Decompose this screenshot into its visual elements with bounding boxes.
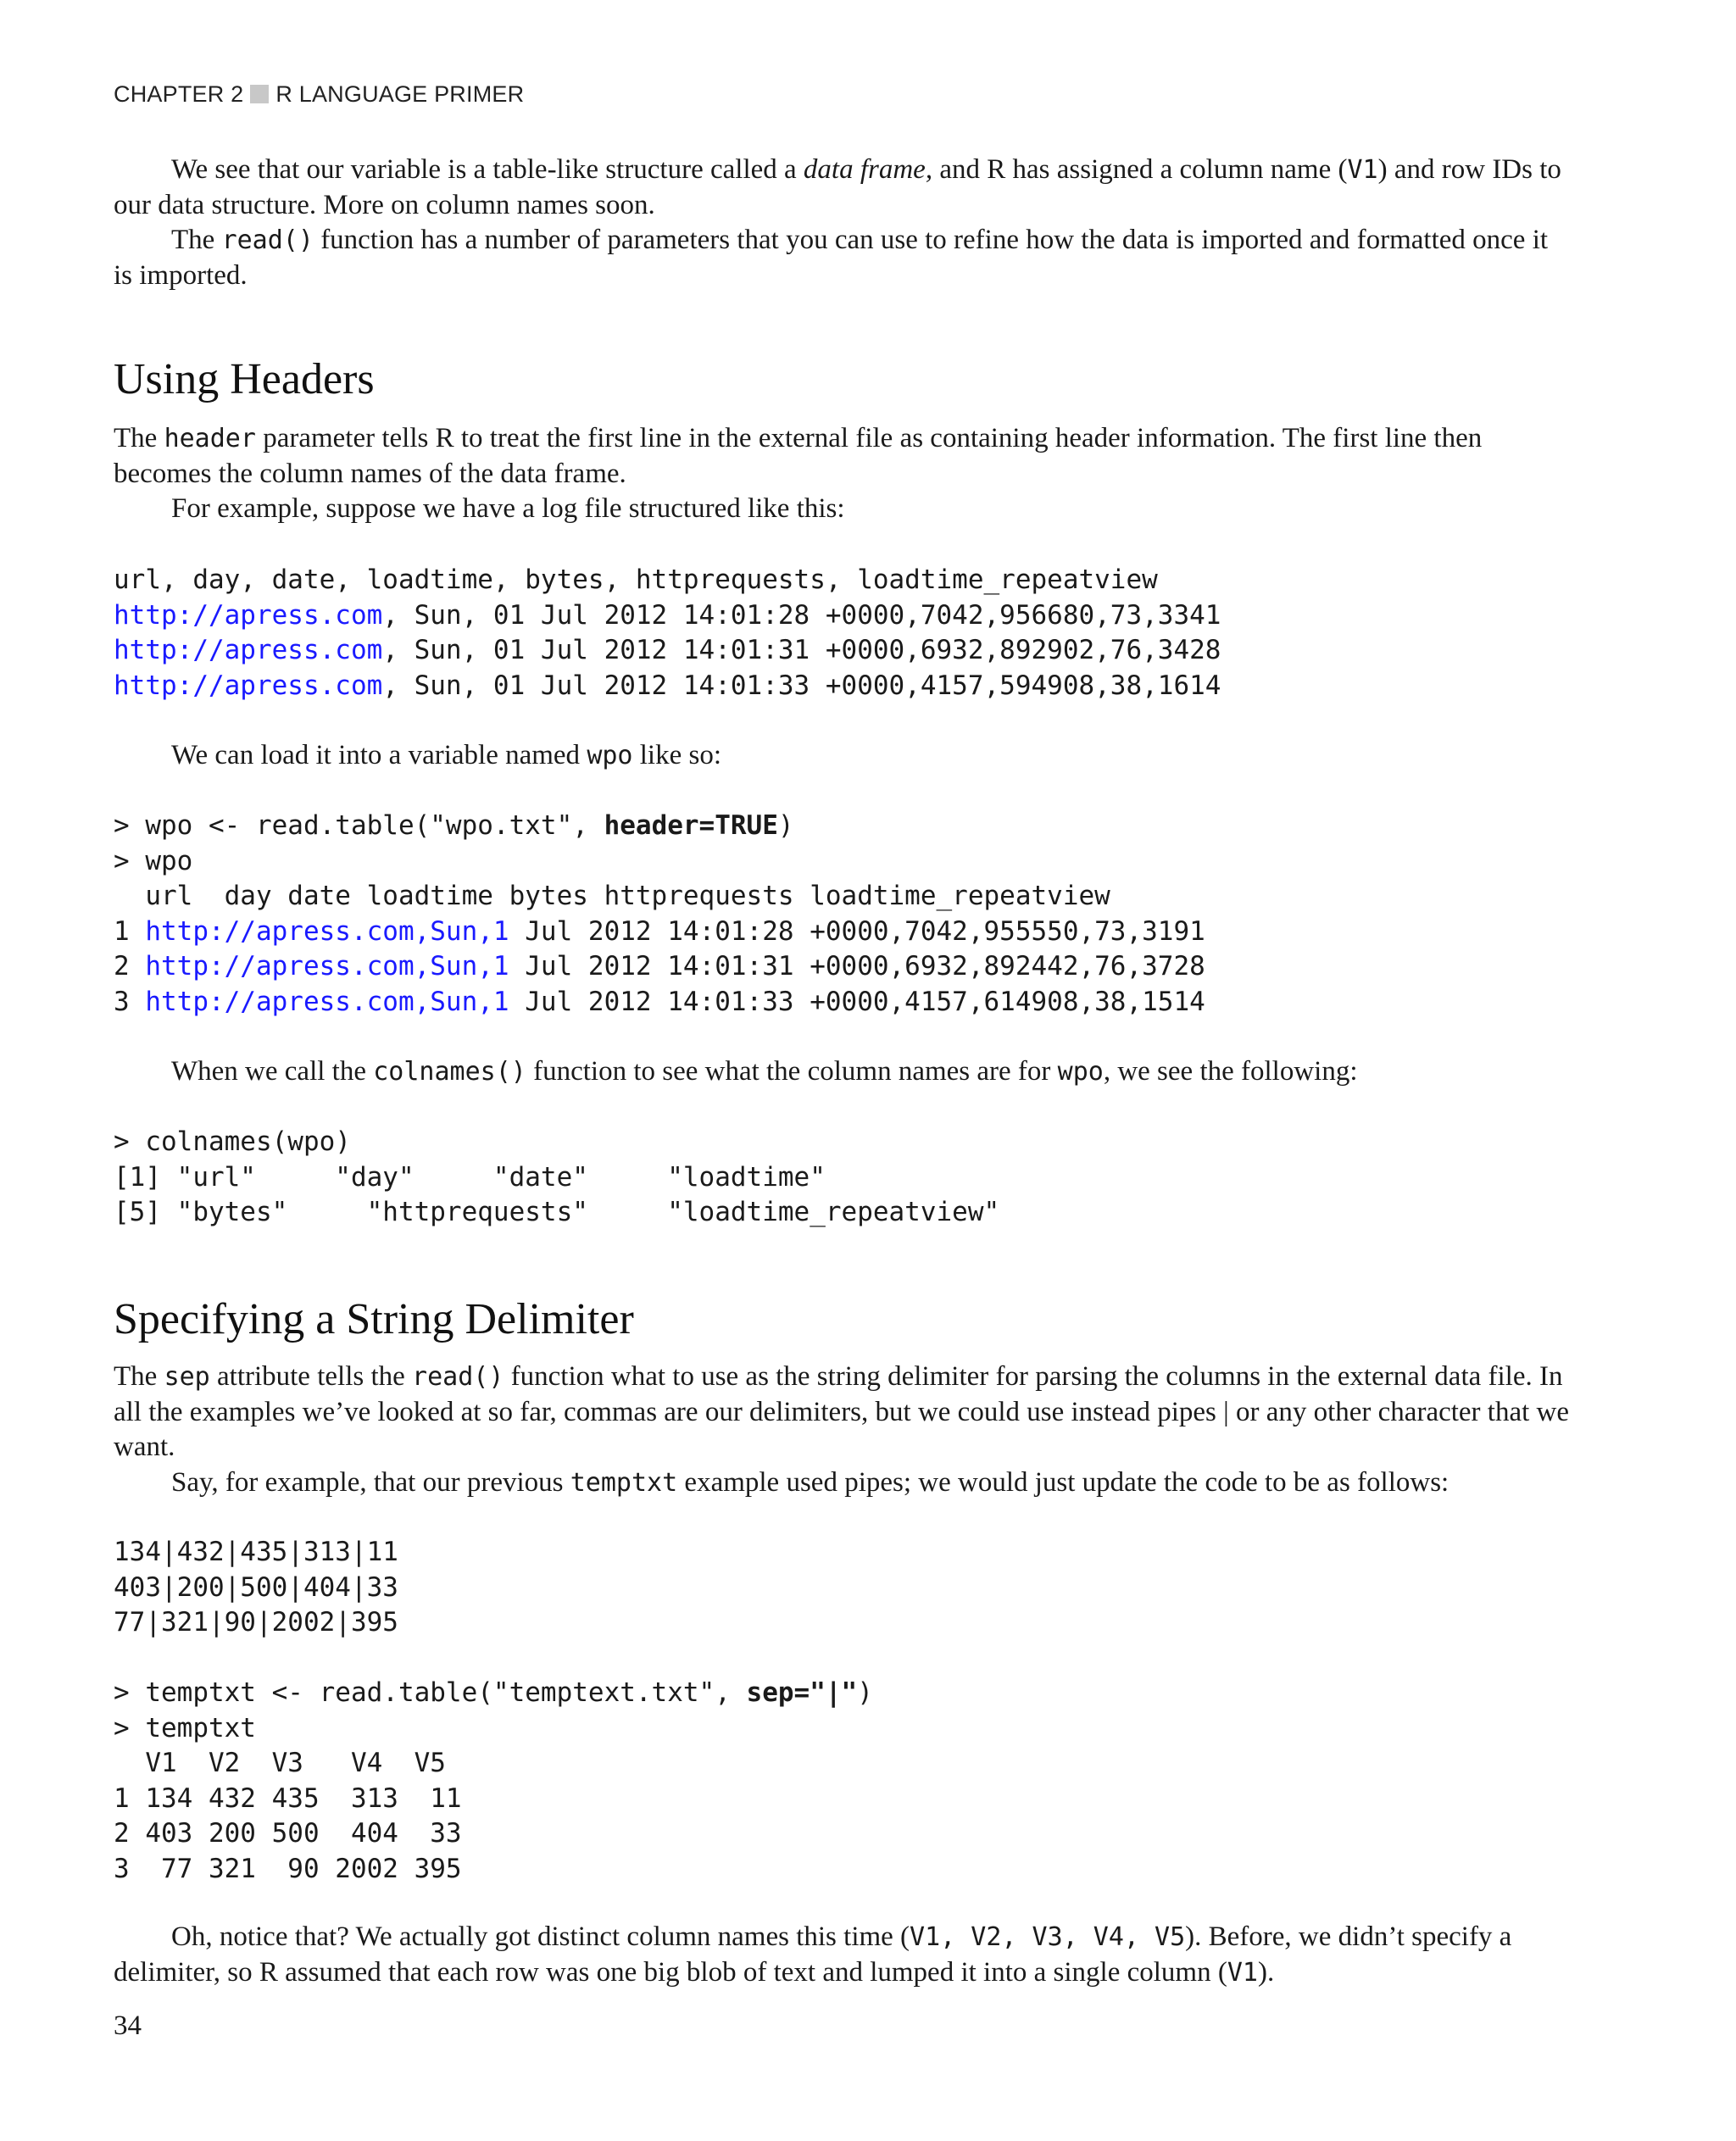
chapter-label: CHAPTER 2 <box>114 81 244 107</box>
delimiter-description <box>114 1360 1572 1500</box>
log-url-link[interactable]: http://apress.com <box>114 599 383 631</box>
headers-paragraph-1: The header parameter tells R to treat the first line in the external file as containing header information. The first line then becomes the column names of the data frame. <box>114 423 1483 489</box>
output-url-link[interactable]: http://apress.com,Sun,1 <box>145 986 509 1017</box>
section-heading-using-headers: Using Headers <box>114 355 375 403</box>
output-url-link[interactable]: http://apress.com,Sun,1 <box>145 951 509 982</box>
headers-paragraph-2: For example, suppose we have a log file structured like this: <box>171 493 845 524</box>
separator-square <box>250 85 269 103</box>
load-variable-paragraph: We can load it into a variable named wpo like so: <box>171 740 721 770</box>
log-url-link[interactable]: http://apress.com <box>114 670 383 701</box>
distinct-columns-paragraph: Oh, notice that? We actually got distinct column names this time (V1, V2, V3, V4, V5). Before, we didn’t specify a delimiter, so R assumed that each row was one big blob of text and lumped it into a single column (V1). <box>114 1921 1512 1988</box>
section-heading-string-delimiter: Specifying a String Delimiter <box>114 1295 634 1343</box>
page-number: 34 <box>114 2010 142 2041</box>
running-head <box>114 81 524 108</box>
colnames-code-listing: > colnames(wpo) [1] "url" "day" "date" "loadtime" [5] "bytes" "httprequests" "loadtime_repeatview" <box>114 1126 1000 1227</box>
delimiter-paragraph-2: Say, for example, that our previous temptxt example used pipes; we would just update the code to be as follows: <box>171 1466 1449 1498</box>
log-url-link[interactable]: http://apress.com <box>114 635 383 665</box>
headers-description <box>114 421 1572 527</box>
wpo-code-listing: > wpo <- read.table("wpo.txt", header=TRUE) > wpo url day date loadtime bytes httprequests loadtime_repeatview 1 http://apress.com,Sun,1 Jul 2012 14:01:28 +0000,7042,955550,73,3191 2 http://apress.com,Sun,1 Jul 2012 14:01:31 +0000,6932,892442,76,3728 3 http://apress.com,Sun,1 Jul 2012 14:01:33 +0000,4157,614908,38,1514 <box>114 810 1205 1017</box>
pipe-data-listing: 134|432|435|313|11 403|200|500|404|33 77|321|90|2002|395 <box>114 1537 398 1638</box>
temptxt-code-listing: > temptxt <- read.table("temptext.txt", sep="|") > temptxt V1 V2 V3 V4 V5 1 134 432 435 313 11 2 403 200 500 404 33 3 77 321 90 2002 395 <box>114 1677 873 1884</box>
chapter-title: R LANGUAGE PRIMER <box>275 81 525 107</box>
intro-paragraph-1: We see that our variable is a table-like structure called a data frame, and R has assigned a column name (V1) and row IDs to our data structure. More on column names soon. <box>114 154 1561 220</box>
colnames-paragraph: When we call the colnames() function to see what the column names are for wpo, we see the following: <box>171 1056 1358 1087</box>
delimiter-paragraph-1: The sep attribute tells the read() function what to use as the string delimiter for parsing the columns in the external data file. In all the examples we’ve looked at so far, commas are our delimiters, but we could use instead pipes | or any other character that we want. <box>114 1361 1569 1462</box>
intro-text <box>114 153 1572 293</box>
log-file-listing: url, day, date, loadtime, bytes, httprequests, loadtime_repeatview http://apress.com, Sun, 01 Jul 2012 14:01:28 +0000,7042,956680,73,3341 http://apress.com, Sun, 01 Jul 2012 14:01:31 +0000,6932,892902,76,3428 http://apress.com, Sun, 01 Jul 2012 14:01:33 +0000,4157,594908,38,1614 <box>114 564 1221 701</box>
intro-paragraph-2: The read() function has a number of parameters that you can use to refine how the data is imported and formatted once it is imported. <box>114 225 1549 291</box>
output-url-link[interactable]: http://apress.com,Sun,1 <box>145 915 509 947</box>
